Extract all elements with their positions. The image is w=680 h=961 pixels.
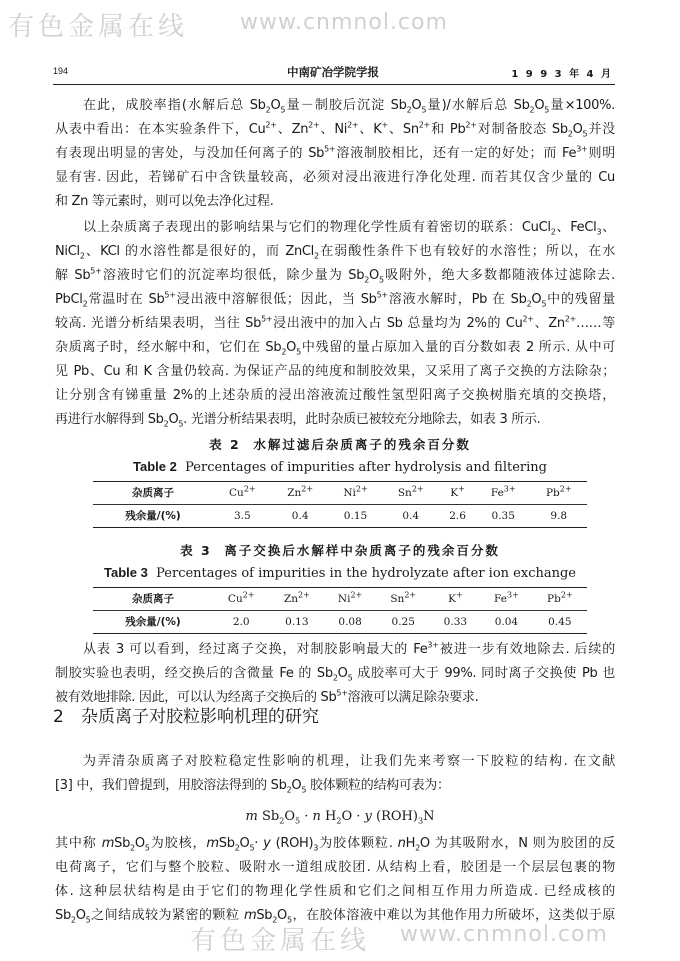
residual-value: 0.4 — [291, 510, 309, 522]
watermark-url-top: www.cnmnol.com — [240, 10, 448, 35]
residual-value: 9.8 — [550, 510, 568, 522]
table2-caption-cn: 表 2 水解过滤后杂质离子的残余百分数 — [209, 437, 471, 452]
residual-value: 0.08 — [338, 616, 362, 628]
text-line: 杂质离子时，经水解中和，它们在 $Sb_2O_5$中残留的量占原加入量的百分数如表 2 所示. 从中可 — [55, 340, 615, 357]
text-line: 较高. 光谱分析结果表明，当往 $Sb^{5+}$浸出液中的加入占 Sb 总量均为 2%的 $Cu^{2+}$、$Zn^{2+}\dots\dots$等 — [55, 314, 615, 331]
residual-value: 3.5 — [233, 510, 251, 522]
ion-header-ni: $Ni^{2+}$ — [324, 588, 376, 611]
ion-header-ni: $Ni^{2+}$ — [329, 482, 383, 505]
text-line: 其中称 $mSb_2O_5$为胶核，$mSb_2O_5\cdot y$ $(ROH)_3$为胶体颗粒. $nH_2O$ 为其吸附水，N 则为胶团的反 — [55, 836, 615, 853]
text-line: 见 Pb、Cu 和 K 含量仍较高. 为保证产品的纯度和制胶效果，又采用了离子交换的方法除杂； — [55, 364, 615, 379]
page-number: 194 — [53, 66, 69, 76]
residual-value: 0.25 — [391, 616, 415, 628]
residual-value: 0.15 — [343, 510, 368, 522]
ion-header-pb: $Pb^{2+}$ — [533, 588, 587, 611]
table2 — [93, 481, 587, 528]
text-line: 从表中看出：在本实验条件下，$Cu^{2+}$、$Zn^{2+}$、$Ni^{2+}$、K+、$Sn^{2+}$和 $Pb^{2+}$对制备胶态 $Sb_2O_5$并没 — [55, 120, 615, 139]
table3-caption-en: Table 3 Percentages of impurities in the hydrolyzate after ion exchange — [104, 565, 576, 581]
text-line: 电荷离子，它们与整个胶粒、吸附水一道组成胶团. 从结构上看，胶团是一个层层包裹的物 — [55, 860, 615, 875]
section-heading — [53, 706, 319, 728]
table-header-row — [93, 482, 587, 505]
ion-header-fe: $Fe^{3+}$ — [476, 482, 531, 505]
ion-header-k: K+ — [431, 588, 481, 611]
text-line: 再进行水解得到 $Sb_2O_5$. 光谱分析结果表明，此时杂质已被较充分地除去，如表 3 所示. — [55, 412, 541, 429]
residual-value: 0.4 — [402, 510, 420, 522]
table-row — [93, 505, 587, 528]
ion-header-pb: $Pb^{2+}$ — [531, 482, 588, 505]
ion-header-cu: $Cu^{2+}$ — [213, 482, 272, 505]
row-header: 杂质离子 — [93, 588, 213, 611]
residual-value: 2.6 — [449, 510, 466, 522]
paragraph-ion-exchange-result — [55, 638, 615, 710]
text-line: 从表 3 可以看到，经过离子交换，对制胶影响最大的 $Fe^{3+}$被进一步有效地除去. 后续的 — [83, 640, 615, 657]
table-row — [93, 611, 587, 634]
ion-header-fe: $Fe^{3+}$ — [480, 588, 532, 611]
paragraph-physicochemical — [55, 216, 615, 432]
header-rule — [53, 84, 615, 85]
ion-header-zn: $Zn^{2+}$ — [269, 588, 324, 611]
watermark-url-bottom: www.cnmnol.com — [400, 922, 608, 947]
text-line: 显有害. 因此，若锑矿石中含铁量较高，必须对浸出液进行净化处理. 而若其仅含少量的 Cu — [55, 170, 615, 185]
section-number: 2 — [53, 707, 64, 727]
residual-value: 0.45 — [548, 616, 572, 628]
text-line: 以上杂质离子表现出的影响结果与它们的物理化学性质有着密切的联系：CuCl$_2$、FeCl$_3$、 — [83, 220, 615, 237]
text-line: PbCl$_2$常温时在 $Sb^{5+}$浸出液中溶解很低；因此，当 $Sb^{5+}$溶液水解时，Pb 在 $Sb_2O_5$中的残留量 — [55, 290, 615, 309]
paragraph-colloid-rate — [55, 94, 615, 214]
table3-caption-cn: 表 3 离子交换后水解样中杂质离子的残余百分数 — [180, 543, 500, 558]
running-header — [53, 64, 613, 82]
text-line: 解 $Sb^{5+}$溶液时它们的沉淀率均很低，除少量为 $Sb_2O_5$吸附外，绝大多数都随液体过滤除去. — [55, 266, 615, 285]
residual-value: 0.04 — [494, 616, 519, 628]
table3 — [93, 587, 587, 634]
paragraph-micelle — [55, 832, 615, 928]
table2-caption-en: Table 2 Percentages of impurities after hydrolysis and filtering — [133, 459, 547, 475]
residual-value: 2.0 — [232, 616, 250, 628]
section-title: 杂质离子对胶粒影响机理的研究 — [81, 707, 319, 727]
watermark-cn-bottom: 有色金属在线 — [190, 926, 371, 956]
text-line: 有表现出明显的害处，与没加任何离子的 $Sb^{5+}$溶液制胶相比，还有一定的好处；而 $Fe^{3+}$则明 — [55, 144, 615, 161]
text-line: 为弄清杂质离子对胶粒稳定性影响的机理，让我们先来考察一下胶粒的结构. 在文献 — [83, 754, 615, 769]
ion-header-sn: $Sn^{2+}$ — [382, 482, 439, 505]
ion-header-cu: $Cu^{2+}$ — [213, 588, 269, 611]
paragraph-colloid-structure — [55, 750, 615, 798]
colloid-formula: m $Sb_2O_5 \cdot n$ $H_2O \cdot y$ $(ROH)_3N$ — [245, 809, 435, 826]
ion-header-k: K+ — [439, 482, 476, 505]
ion-header-zn: $Zn^{2+}$ — [272, 482, 329, 505]
text-line: 让分别含有锑重量 2%的上述杂质的浸出溶液流过酸性氢型阳离子交换树脂充填的交换塔， — [55, 388, 615, 403]
watermark-cn-top: 有色金属在线 — [8, 12, 189, 42]
text-line: $Sb_2O_5$之间结成较为紧密的颗粒 $mSb_2O_5$，在胶体溶液中难以为其他作用力所破坏，这类似于原 — [55, 908, 615, 925]
residual-value: 0.13 — [285, 616, 309, 628]
row-label: 残余量/(%) — [125, 616, 181, 628]
text-line: 被有效地排除. 因此，可以认为经离子交换后的 $Sb^{5+}$溶液可以满足除杂要求. — [55, 688, 479, 705]
residual-value: 0.35 — [491, 510, 515, 522]
ion-header-sn: $Sn^{2+}$ — [376, 588, 431, 611]
text-line: NiCl$_2$、KCl 的水溶性都是很好的，而 ZnCl$_2$在弱酸性条件下也有较好的水溶性；所以，在水 — [55, 244, 615, 261]
text-line: 制胶实验也表明，经交换后的含微量 Fe 的 $Sb_2O_5$ 成胶率可大于 99%. 同时离子交换使 Pb 也 — [55, 666, 615, 683]
text-line: 和 Zn 等元素时，则可以免去净化过程. — [55, 194, 274, 209]
issue-date: 1 9 9 3 年 4 月 — [511, 69, 613, 80]
residual-value: 0.33 — [443, 616, 468, 628]
row-label: 残余量/(%) — [125, 510, 181, 522]
text-line: 在此，成胶率指(水解后总 $Sb_2O_5$量－制胶后沉淀 $Sb_2O_5$量)/水解后总 $Sb_2O_5$量×100%. — [83, 98, 615, 115]
text-line: [3] 中，我们曾提到，用胶溶法得到的 $Sb_2O_5$ 胶体颗粒的结构可表为： — [55, 778, 450, 795]
row-header: 杂质离子 — [93, 482, 213, 505]
table-header-row — [93, 588, 587, 611]
journal-name: 中南矿冶学院学报 — [287, 65, 379, 79]
text-line: 体. 这种层状结构是由于它们的物理化学性质和它们之间相互作用力所造成. 已经成核的 — [55, 884, 615, 899]
